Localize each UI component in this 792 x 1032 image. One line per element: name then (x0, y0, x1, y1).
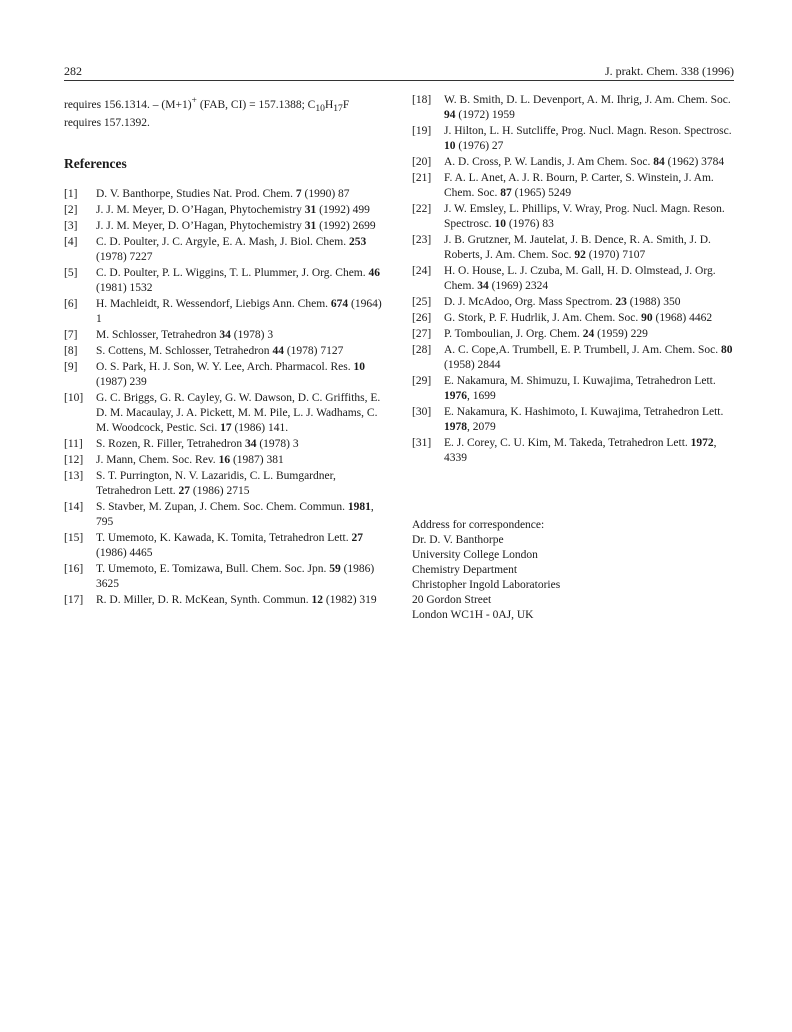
reference-number: [30] (412, 406, 432, 418)
reference-volume: 87 (500, 187, 512, 199)
reference-text: H. O. House, L. J. Czuba, M. Gall, H. D. Olmstead, J. Org. Chem. (444, 265, 716, 292)
reference-entry (64, 562, 390, 592)
reference-year-pages: (1986) 4465 (96, 547, 153, 560)
reference-volume: 34 (219, 329, 231, 342)
reference-entry (412, 171, 734, 201)
reference-number: [10] (64, 392, 84, 405)
references-list-left (64, 187, 390, 608)
reference-volume: 17 (220, 422, 232, 435)
reference-volume: 1976 (444, 390, 467, 402)
reference-entry (64, 593, 390, 608)
reference-text: A. D. Cross, P. W. Landis, J. Am Chem. Soc. (444, 156, 654, 168)
journal-citation: J. prakt. Chem. 338 (1996) (605, 64, 734, 78)
reference-number: [29] (412, 375, 432, 387)
reference-year-pages: (1988) 350 (626, 296, 681, 308)
reference-text: J. J. M. Meyer, D. O’Hagan, Phytochemistry (96, 204, 305, 217)
reference-year-pages: (1978) 3 (230, 329, 274, 342)
reference-volume: 12 (311, 594, 323, 607)
reference-text: W. B. Smith, D. L. Devenport, A. M. Ihrig, J. Am. Chem. Soc. (444, 94, 731, 106)
references-list-right (412, 93, 734, 466)
reference-number: [11] (64, 438, 83, 451)
reference-text: J. Hilton, L. H. Sutcliffe, Prog. Nucl. Magn. Reson. Spectrosc. (444, 125, 732, 137)
reference-text: S. Cottens, M. Schlosser, Tetrahedron (96, 345, 273, 358)
reference-year-pages: (1987) 239 (96, 376, 147, 389)
reference-volume: 94 (444, 109, 456, 121)
reference-year-pages: (1970) 7107 (585, 249, 646, 261)
reference-text: J. Mann, Chem. Soc. Rev. (96, 454, 219, 467)
reference-volume: 27 (351, 532, 363, 545)
reference-entry (412, 374, 734, 404)
intro-paragraph (64, 93, 390, 131)
right-column (412, 93, 734, 623)
address-line: London WC1H - 0AJ, UK (412, 609, 534, 621)
reference-year-pages: (1978) 3 (256, 438, 299, 451)
reference-volume: 44 (272, 345, 284, 358)
reference-year-pages: , 4339 (444, 437, 717, 464)
reference-entry (412, 93, 734, 123)
reference-text: J. B. Grutzner, M. Jautelat, J. B. Dence, R. A. Smith, J. D. Roberts, J. Am. Chem. Soc. (444, 234, 711, 261)
reference-volume: 1972 (690, 437, 714, 449)
reference-entry (64, 187, 390, 202)
reference-number: [5] (64, 267, 78, 280)
reference-entry (64, 531, 390, 561)
reference-number: [23] (412, 234, 432, 246)
reference-entry (412, 233, 734, 263)
reference-entry (64, 266, 390, 296)
reference-year-pages: (1978) 7127 (283, 345, 344, 358)
formula-subscript-c: 10 (315, 103, 325, 115)
reference-volume: 31 (304, 204, 317, 217)
reference-text: S. Rozen, R. Filler, Tetrahedron (96, 438, 245, 451)
reference-volume: 16 (218, 454, 231, 467)
intro-superscript: + (191, 95, 197, 106)
reference-text: G. C. Briggs, G. R. Cayley, G. W. Dawson, D. C. Griffiths, E. D. M. Macaulay, J. A. Pickett, M. M. Pile, L. J. Wadhams, C. M. Woodcock, Pestic. Sci. (96, 392, 381, 435)
reference-entry (412, 436, 734, 466)
reference-number: [26] (412, 312, 432, 324)
reference-number: [24] (412, 265, 432, 277)
reference-year-pages: (1986) 141. (231, 422, 289, 435)
reference-year-pages: (1976) 83 (505, 218, 554, 230)
reference-entry (412, 155, 734, 170)
formula-f: F (342, 98, 350, 111)
reference-number: [6] (64, 298, 78, 311)
reference-number: [16] (64, 563, 84, 576)
reference-year-pages: (1990) 87 (301, 188, 350, 201)
reference-volume: 84 (653, 156, 665, 168)
reference-year-pages: (1992) 499 (316, 204, 370, 217)
reference-number: [21] (412, 172, 432, 184)
reference-volume: 80 (721, 344, 733, 356)
reference-year-pages: (1972) 1959 (455, 109, 515, 121)
reference-volume: 92 (574, 249, 586, 261)
reference-year-pages: (1992) 2699 (316, 220, 376, 233)
reference-text: M. Schlosser, Tetrahedron (96, 329, 220, 342)
reference-entry (64, 297, 390, 327)
address-line: Christopher Ingold Laboratories (412, 579, 561, 591)
reference-volume: 7 (295, 188, 302, 201)
reference-text: H. Machleidt, R. Wessendorf, Liebigs Ann. Chem. (96, 298, 331, 311)
reference-text: S. Stavber, M. Zupan, J. Chem. Soc. Chem. Commun. (96, 501, 348, 514)
reference-volume: 24 (582, 328, 595, 340)
reference-number: [14] (64, 501, 84, 514)
reference-entry (64, 328, 390, 343)
reference-year-pages: (1976) 27 (455, 140, 504, 152)
reference-entry (412, 295, 734, 310)
reference-volume: 46 (368, 267, 380, 280)
reference-text: T. Umemoto, K. Kawada, K. Tomita, Tetrahedron Lett. (96, 532, 352, 545)
reference-number: [2] (64, 204, 78, 217)
reference-volume: 1981 (347, 501, 371, 514)
reference-year-pages: , 795 (96, 501, 374, 529)
reference-number: [8] (64, 345, 78, 358)
reference-entry (64, 360, 390, 390)
reference-number: [13] (64, 470, 84, 483)
reference-volume: 253 (348, 236, 367, 249)
address-line: Dr. D. V. Banthorpe (412, 534, 504, 546)
reference-number: [25] (412, 296, 432, 308)
reference-volume: 59 (329, 563, 341, 576)
running-header (64, 64, 734, 80)
reference-text: C. D. Poulter, J. C. Argyle, E. A. Mash, J. Biol. Chem. (96, 236, 349, 249)
reference-text: G. Stork, P. F. Hudrlik, J. Am. Chem. Soc. (444, 312, 642, 324)
reference-text: F. A. L. Anet, A. J. R. Bourn, P. Carter, S. Winstein, J. Am. Chem. Soc. (444, 172, 714, 199)
reference-number: [31] (412, 437, 432, 449)
reference-entry (412, 264, 734, 294)
reference-volume: 10 (494, 218, 506, 230)
reference-volume: 31 (304, 220, 317, 233)
reference-number: [18] (412, 94, 432, 106)
reference-volume: 23 (615, 296, 627, 308)
reference-year-pages: (1965) 5249 (511, 187, 572, 199)
reference-year-pages: (1978) 7227 (96, 251, 153, 264)
reference-number: [7] (64, 329, 78, 342)
reference-text: O. S. Park, H. J. Son, W. Y. Lee, Arch. Pharmacol. Res. (96, 361, 354, 374)
header-rule (64, 80, 734, 81)
reference-entry (412, 202, 734, 232)
address-line: Chemistry Department (412, 564, 518, 576)
reference-year-pages: (1969) 2324 (488, 280, 549, 292)
reference-number: [3] (64, 220, 78, 233)
reference-volume: 674 (330, 298, 349, 311)
reference-entry (64, 391, 390, 436)
intro-text-3: requires 157.1392. (64, 117, 150, 130)
reference-year-pages: (1986) 2715 (190, 485, 250, 498)
reference-text: R. D. Miller, D. R. McKean, Synth. Commun. (96, 594, 312, 607)
reference-number: [19] (412, 125, 432, 137)
reference-entry (64, 500, 390, 530)
reference-entry (64, 219, 390, 234)
reference-text: J. J. M. Meyer, D. O’Hagan, Phytochemistry (96, 220, 305, 233)
formula-h: H (324, 98, 334, 111)
reference-text: A. C. Cope,A. Trumbell, E. P. Trumbell, J. Am. Chem. Soc. (444, 344, 721, 356)
reference-volume: 34 (477, 280, 489, 292)
reference-text: E. Nakamura, K. Hashimoto, I. Kuwajima, Tetrahedron Lett. (444, 406, 724, 418)
reference-number: [12] (64, 454, 84, 467)
intro-text-2: (FAB, CI) = 157.1388; C (196, 98, 316, 111)
reference-number: [15] (64, 532, 84, 545)
reference-volume: 10 (444, 140, 456, 152)
intro-text-1: requires 156.1314. – (M+1) (64, 98, 192, 111)
reference-year-pages: (1987) 381 (230, 454, 284, 467)
reference-text: T. Umemoto, E. Tomizawa, Bull. Chem. Soc. Jpn. (96, 563, 330, 576)
reference-entry (64, 344, 390, 359)
left-column (64, 93, 390, 609)
reference-year-pages: (1968) 4462 (652, 312, 713, 324)
reference-entry (64, 203, 390, 218)
reference-volume: 10 (353, 361, 365, 374)
reference-volume: 27 (178, 485, 191, 498)
reference-year-pages: (1962) 3784 (664, 156, 725, 168)
reference-year-pages: (1981) 1532 (96, 282, 153, 295)
reference-entry (412, 327, 734, 342)
reference-year-pages: (1964) 1 (96, 298, 382, 326)
reference-text: P. Tomboulian, J. Org. Chem. (444, 328, 583, 340)
address-line: 20 Gordon Street (412, 594, 492, 606)
address-line: University College London (412, 549, 538, 561)
reference-volume: 34 (244, 438, 257, 451)
reference-number: [22] (412, 203, 432, 215)
reference-text: D. J. McAdoo, Org. Mass Spectrom. (444, 296, 616, 308)
reference-text: S. T. Purrington, N. V. Lazaridis, C. L. Bumgardner, Tetrahedron Lett. (96, 470, 336, 498)
reference-text: E. Nakamura, M. Shimuzu, I. Kuwajima, Tetrahedron Lett. (444, 375, 716, 387)
address-label: Address for correspondence: (412, 519, 545, 531)
reference-volume: 1978 (444, 421, 467, 433)
reference-year-pages: (1986) 3625 (96, 563, 375, 591)
reference-year-pages: (1982) 319 (322, 594, 377, 607)
reference-number: [4] (64, 236, 78, 249)
reference-entry (64, 437, 390, 452)
reference-number: [1] (64, 188, 78, 201)
reference-year-pages: , 2079 (467, 421, 496, 433)
reference-volume: 90 (641, 312, 653, 324)
reference-number: [20] (412, 156, 432, 168)
reference-entry (412, 343, 734, 373)
reference-number: [9] (64, 361, 78, 374)
reference-year-pages: (1959) 229 (594, 328, 648, 340)
reference-number: [27] (412, 328, 432, 340)
reference-entry (64, 453, 390, 468)
reference-entry (412, 405, 734, 435)
page-number: 282 (64, 64, 82, 78)
reference-text: E. J. Corey, C. U. Kim, M. Takeda, Tetrahedron Lett. (444, 437, 691, 449)
reference-number: [28] (412, 344, 432, 356)
reference-year-pages: , 1699 (467, 390, 496, 402)
reference-entry (64, 235, 390, 265)
reference-number: [17] (64, 594, 84, 607)
reference-text: J. W. Emsley, L. Phillips, V. Wray, Prog. Nucl. Magn. Reson. Spectrosc. (444, 203, 725, 230)
reference-entry (412, 124, 734, 154)
reference-text: D. V. Banthorpe, Studies Nat. Prod. Chem. (96, 188, 296, 201)
reference-entry (412, 311, 734, 326)
reference-year-pages: (1958) 2844 (444, 359, 501, 371)
reference-entry (64, 469, 390, 499)
references-heading: References (64, 156, 127, 172)
reference-text: C. D. Poulter, P. L. Wiggins, T. L. Plummer, J. Org. Chem. (96, 267, 369, 280)
correspondence-address (412, 518, 734, 623)
formula-subscript-h: 17 (333, 103, 343, 115)
